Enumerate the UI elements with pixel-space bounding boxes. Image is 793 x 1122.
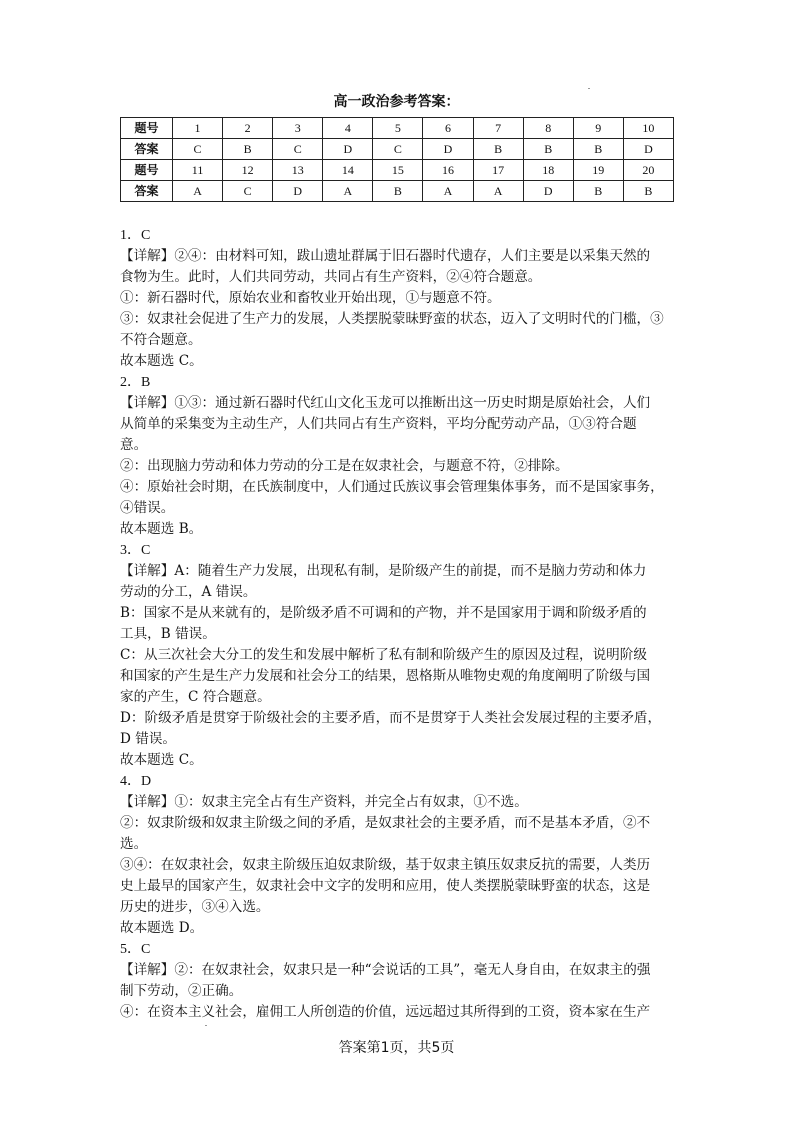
table-cell: 13: [273, 160, 323, 181]
table-cell: B: [523, 139, 573, 160]
page-title: 高一政治参考答案：: [333, 94, 460, 110]
explanation-line: 劳动的分工，A 错误。: [120, 584, 257, 600]
explanation-line: 意。: [120, 437, 148, 453]
explanation-line: 和国家的产生是生产力发展和社会分工的结果，恩格斯从唯物史观的角度阐明了阶级与国: [120, 668, 651, 684]
table-cell: 20: [623, 160, 673, 181]
explanations: [120, 225, 680, 1023]
explanation-line: 食物为生。此时，人们共同劳动，共同占有生产资料，②④符合题意。: [120, 269, 542, 285]
table-cell: 6: [423, 118, 473, 139]
table-cell: 12: [223, 160, 273, 181]
table-cell: 10: [623, 118, 673, 139]
table-cell: 17: [473, 160, 523, 181]
explanation-line: ①：新石器时代，原始农业和畜牧业开始出现，①与题意不符。: [120, 290, 501, 306]
table-cell: C: [373, 139, 423, 160]
table-cell: D: [523, 181, 573, 202]
table-cell: 8: [523, 118, 573, 139]
table-cell: B: [223, 139, 273, 160]
explanation-line: 故本题选 B。: [120, 521, 203, 537]
table-cell: A: [473, 181, 523, 202]
table-cell: 18: [523, 160, 573, 181]
table-cell: C: [173, 139, 223, 160]
table-cell: C: [223, 181, 273, 202]
table-cell: 16: [423, 160, 473, 181]
table-cell: B: [573, 181, 623, 202]
table-cell: D: [323, 139, 373, 160]
explanation-line: D：阶级矛盾是贯穿于阶级社会的主要矛盾，而不是贯穿于人类社会发展过程的主要矛盾，: [120, 710, 662, 726]
explanation-line: ④：在资本主义社会，雇佣工人所创造的价值，远远超过其所得到的工资，资本家在生产: [120, 1004, 651, 1020]
table-cell: 5: [373, 118, 423, 139]
table-cell: B: [373, 181, 423, 202]
table-cell: 4: [323, 118, 373, 139]
table-row: [121, 118, 674, 139]
table-cell: D: [623, 139, 673, 160]
explanation-line: 故本题选 C。: [120, 752, 203, 768]
explanation-line: ④错误。: [120, 500, 175, 516]
table-cell: C: [273, 139, 323, 160]
explanation-line: ②：奴隶阶级和奴隶主阶级之间的矛盾，是奴隶社会的主要矛盾，而不是基本矛盾，②不: [120, 815, 651, 831]
table-cell: 15: [373, 160, 423, 181]
explanation-line: 选。: [120, 836, 148, 852]
table-cell: A: [423, 181, 473, 202]
table-cell: B: [473, 139, 523, 160]
explanation-line: ②：出现脑力劳动和体力劳动的分工是在奴隶社会，与题意不符，②排除。: [120, 458, 569, 474]
explanation-line: 史上最早的国家产生，奴隶社会中文字的发明和应用，使人类摆脱蒙昧野蛮的状态，这是: [120, 878, 651, 894]
question-number: 4．D: [120, 774, 152, 789]
table-cell: B: [573, 139, 623, 160]
table-cell: 9: [573, 118, 623, 139]
explanation-line: 【详解】①：奴隶主完全占有生产资料，并完全占有奴隶，①不选。: [120, 794, 528, 810]
explanation-line: ③④：在奴隶社会，奴隶主阶级压迫奴隶阶级，基于奴隶主镇压奴隶反抗的需要，人类历: [120, 857, 651, 873]
table-cell: 11: [173, 160, 223, 181]
explanation-line: B：国家不是从来就有的，是阶级矛盾不可调和的产物，并不是国家用于调和阶级矛盾的: [120, 605, 647, 621]
answer-table: [120, 117, 674, 202]
table-row: [121, 181, 674, 202]
explanation-line: C：从三次社会大分工的发生和发展中解析了私有制和阶级产生的原因及过程，说明阶级: [120, 647, 647, 663]
explanation-line: D 错误。: [120, 731, 177, 747]
explanation-line: 故本题选 C。: [120, 353, 203, 369]
explanation-line: 家的产生，C 符合题意。: [120, 689, 271, 705]
row-header: 题号: [121, 160, 173, 181]
explanation-line: 【详解】②：在奴隶社会，奴隶只是一种“会说话的工具”，毫无人身自由，在奴隶主的强: [120, 962, 651, 978]
scan-speck: [588, 88, 590, 89]
table-row: [121, 160, 674, 181]
explanation-line: 不符合题意。: [120, 332, 202, 348]
table-cell: 7: [473, 118, 523, 139]
explanation-line: 制下劳动，②正确。: [120, 983, 243, 999]
explanation-line: 工具，B 错误。: [120, 626, 216, 642]
explanation-line: 【详解】②④：由材料可知，跋山遗址群属于旧石器时代遗存，人们主要是以采集天然的: [120, 248, 651, 264]
question-number: 5．C: [120, 942, 151, 957]
row-header: 答案: [121, 139, 173, 160]
question-number: 3．C: [120, 543, 151, 558]
explanation-line: 历史的进步，③④入选。: [120, 899, 270, 915]
table-cell: D: [273, 181, 323, 202]
row-header: 答案: [121, 181, 173, 202]
table-cell: A: [173, 181, 223, 202]
table-cell: 14: [323, 160, 373, 181]
table-cell: A: [323, 181, 373, 202]
table-cell: 19: [573, 160, 623, 181]
page-footer: 答案第1页，共5页: [338, 1040, 455, 1056]
scan-speck: [205, 1025, 207, 1026]
explanation-line: 从简单的采集变为主动生产，人们共同占有生产资料，平均分配劳动产品，①③符合题: [120, 416, 637, 432]
table-row: [121, 139, 674, 160]
explanation-line: 【详解】①③：通过新石器时代红山文化玉龙可以推断出这一历史时期是原始社会，人们: [120, 395, 651, 411]
table-cell: 2: [223, 118, 273, 139]
question-number: 1．C: [120, 228, 151, 243]
explanation-line: ④：原始社会时期，在氏族制度中，人们通过氏族议事会管理集体事务，而不是国家事务，: [120, 479, 664, 495]
explanation-line: ③：奴隶社会促进了生产力的发展，人类摆脱蒙昧野蛮的状态，迈入了文明时代的门槛，③: [120, 311, 664, 327]
explanation-line: 【详解】A：随着生产力发展，出现私有制，是阶级产生的前提，而不是脑力劳动和体力: [120, 563, 647, 579]
table-cell: 1: [173, 118, 223, 139]
question-number: 2．B: [120, 375, 151, 390]
table-cell: 3: [273, 118, 323, 139]
explanation-line: 故本题选 D。: [120, 920, 204, 936]
table-cell: D: [423, 139, 473, 160]
row-header: 题号: [121, 118, 173, 139]
table-cell: B: [623, 181, 673, 202]
